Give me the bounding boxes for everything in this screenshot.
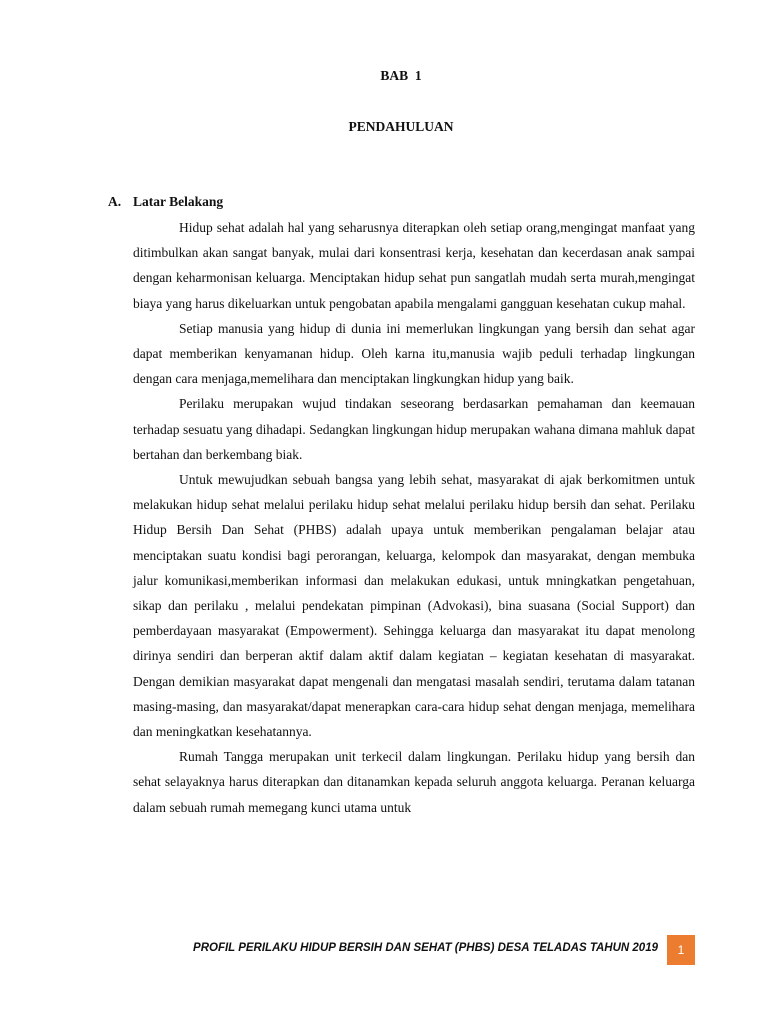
section-heading [108, 194, 223, 210]
paragraph: Perilaku merupakan wujud tindakan seseorang berdasarkan pemahaman dan keemauan terhadap sesuatu yang dihadapi. Sedangkan lingkungan hidup merupakan wahana dimana mahluk dapat bertahan dan berkembang biak. [133, 396, 695, 462]
footer-title: PROFIL PERILAKU HIDUP BERSIH DAN SEHAT (PHBS) DESA TELADAS TAHUN 2019 [193, 942, 658, 954]
page-number-badge: 1 [667, 935, 695, 965]
page-footer [0, 935, 768, 965]
body-text [133, 215, 695, 820]
chapter-number: BAB 1 [380, 68, 422, 83]
chapter-title: PENDAHULUAN [348, 119, 454, 134]
paragraph: Setiap manusia yang hidup di dunia ini memerlukan lingkungan yang bersih dan sehat agar dapat memberikan kenyamanan hidup. Oleh karna itu,manusia wajib peduli terhadap lingkungan dengan cara menjaga,memelihara dan menciptakan lingkungkan hidup yang baik. [133, 320, 695, 387]
paragraph: Hidup sehat adalah hal yang seharusnya diterapkan oleh setiap orang,mengingat manfaat yang ditimbulkan akan sangat banyak, mulai dari konsentrasi kerja, kesehatan dan kecerdasan anak sampai dengan keharmonisan keluarga. Menciptakan hidup sehat pun sangatlah mudah serta murah,mengingat biaya yang harus dikeluarkan untuk pengobatan apabila mengalami gangguan kesehatan cukup mahal. [133, 220, 695, 311]
section-title: Latar Belakang [133, 194, 224, 209]
paragraph: Rumah Tangga merupakan unit terkecil dalam lingkungan. Perilaku hidup yang bersih dan sehat selayaknya harus diterapkan dan ditanamkan kepada seluruh anggota keluarga. Peranan keluarga dalam sebuah rumah memegang kunci utama untuk [133, 749, 695, 815]
section-marker: A. [108, 194, 122, 209]
paragraph: Untuk mewujudkan sebuah bangsa yang lebih sehat, masyarakat di ajak berkomitmen untuk melakukan hidup sehat melalui perilaku hidup sehat melalui perilaku hidup bersih dan sehat. Perilaku Hidup Bersih Dan Sehat (PHBS) adalah upaya untuk memberikan pengalaman belajar atau menciptakan suatu kondisi bagi perorangan, keluarga, kelompok dan masyarakat, dengan membuka jalur komunikasi,memberikan informasi dan melakukan edukasi, untuk mningkatkan pengetahuan, sikap dan perilaku , melalui pendekatan pimpinan (Advokasi), bina suasana (Social Support) dan pemberdayaan masyarakat (Empowerment). Sehingga keluarga dan masyarakat itu dapat menolong dirinya sendiri dan berperan aktif dalam aktif dalam kegiatan – kegiatan kesehatan di masyarakat. Dengan demikian masyarakat dapat mengenali dan mengatasi masalah sendiri, terutama dalam tatanan masing-masing, dan masyarakat/dapat menerapkan cara-cara hidup sehat dengan menjaga, memelihara dan meningkatkan kesehatannya. [133, 472, 695, 740]
